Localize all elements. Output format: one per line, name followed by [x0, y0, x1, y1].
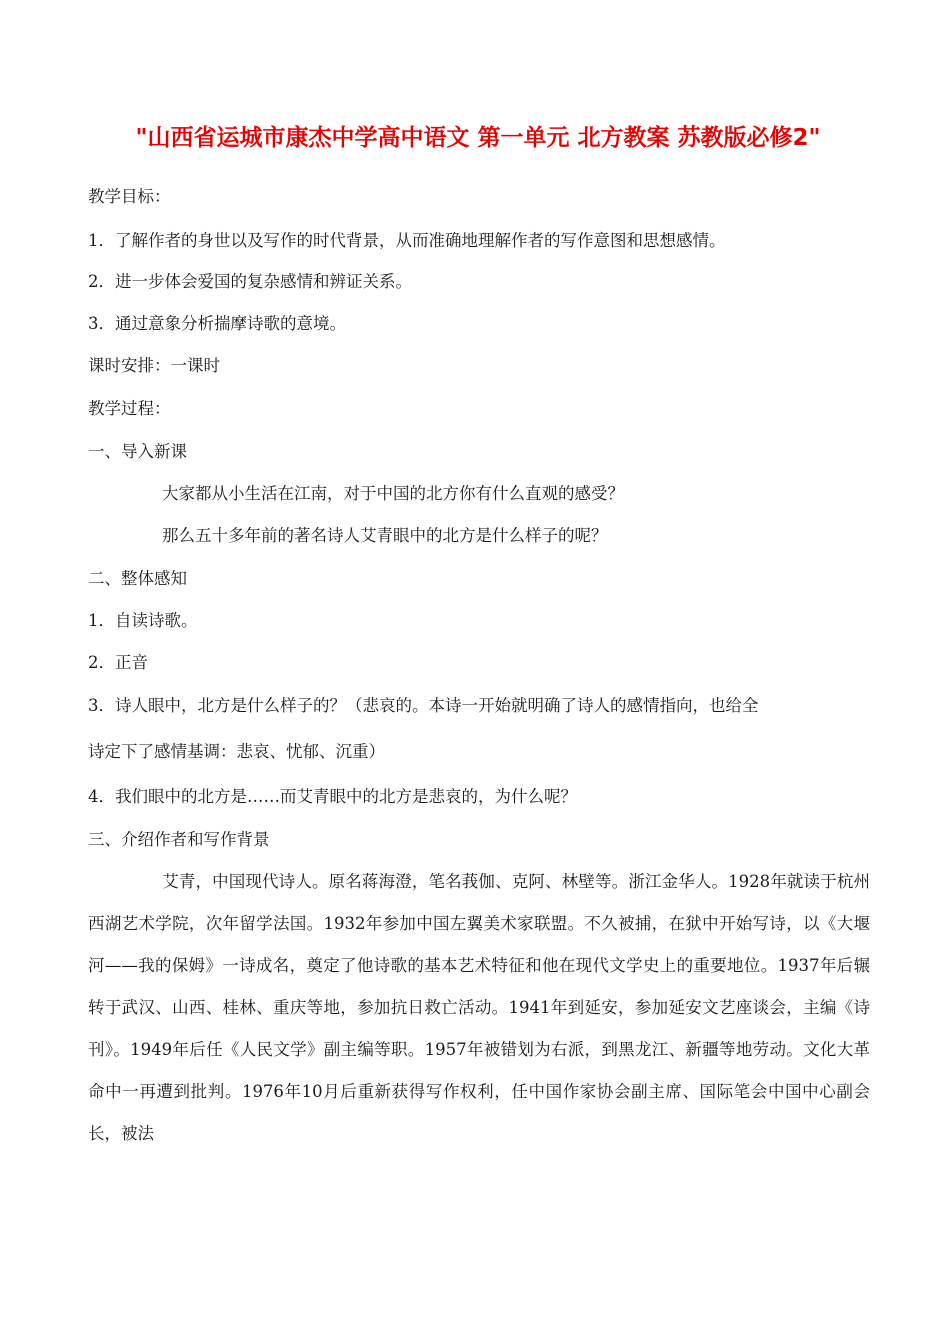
- section-heading-process: 教学过程：: [88, 399, 171, 418]
- goal-item-3: 3．通过意象分析揣摩诗歌的意境。: [88, 314, 346, 333]
- overview-item-3: 3．诗人眼中，北方是什么样子的？（悲哀的。本诗一开始就明确了诗人的感情指向，也给全: [88, 696, 759, 715]
- overview-item-3-continued: 诗定下了感情基调：悲哀、忧郁、沉重）: [88, 742, 385, 761]
- intro-question-2: 那么五十多年前的著名诗人艾青眼中的北方是什么样子的呢？: [162, 526, 608, 545]
- author-paragraph-text: 艾青，中国现代诗人。原名蒋海澄，笔名莪伽、克阿、林壁等。浙江金华人。1928年就读于杭州西湖艺术学院，次年留学法国。1932年参加中国左翼美术家联盟。不久被捕，在狱中开始写诗，以《大堰河——我的保姆》一诗成名，奠定了他诗歌的基本艺术特征和他在现代文学史上的重要地位。1937年后辗转于武汉、山西、桂林、重庆等地，参加抗日救亡活动。1941年到延安，参加延安文艺座谈会，主编《诗刊》。1949年后任《人民文学》副主编等职。1957年被错划为右派，到黑龙江、新疆等地劳动。文化大革命中一再遭到批判。1976年10月后重新获得写作权利，任中国作家协会副主席、国际笔会中国中心副会长，被法: [88, 872, 870, 1143]
- overview-item-1: 1．自读诗歌。: [88, 611, 198, 630]
- section-heading-author: 三、介绍作者和写作背景: [88, 830, 270, 849]
- overview-item-4: 4．我们眼中的北方是……而艾青眼中的北方是悲哀的，为什么呢？: [88, 787, 577, 806]
- goal-item-1: 1．了解作者的身世以及写作的时代背景，从而准确地理解作者的写作意图和思想感情。: [88, 231, 726, 250]
- document-title: "山西省运城市康杰中学高中语文 第一单元 北方教案 苏教版必修2": [135, 125, 821, 151]
- author-paragraph: [88, 861, 870, 1155]
- section-heading-overview: 二、整体感知: [88, 569, 187, 588]
- overview-item-2: 2．正音: [88, 653, 148, 672]
- section-heading-intro: 一、导入新课: [88, 442, 187, 461]
- intro-question-1: 大家都从小生活在江南，对于中国的北方你有什么直观的感受？: [162, 484, 624, 503]
- section-heading-goals: 教学目标：: [88, 187, 171, 206]
- schedule-line: 课时安排：一课时: [88, 356, 220, 375]
- goal-item-2: 2．进一步体会爱国的复杂感情和辨证关系。: [88, 272, 412, 291]
